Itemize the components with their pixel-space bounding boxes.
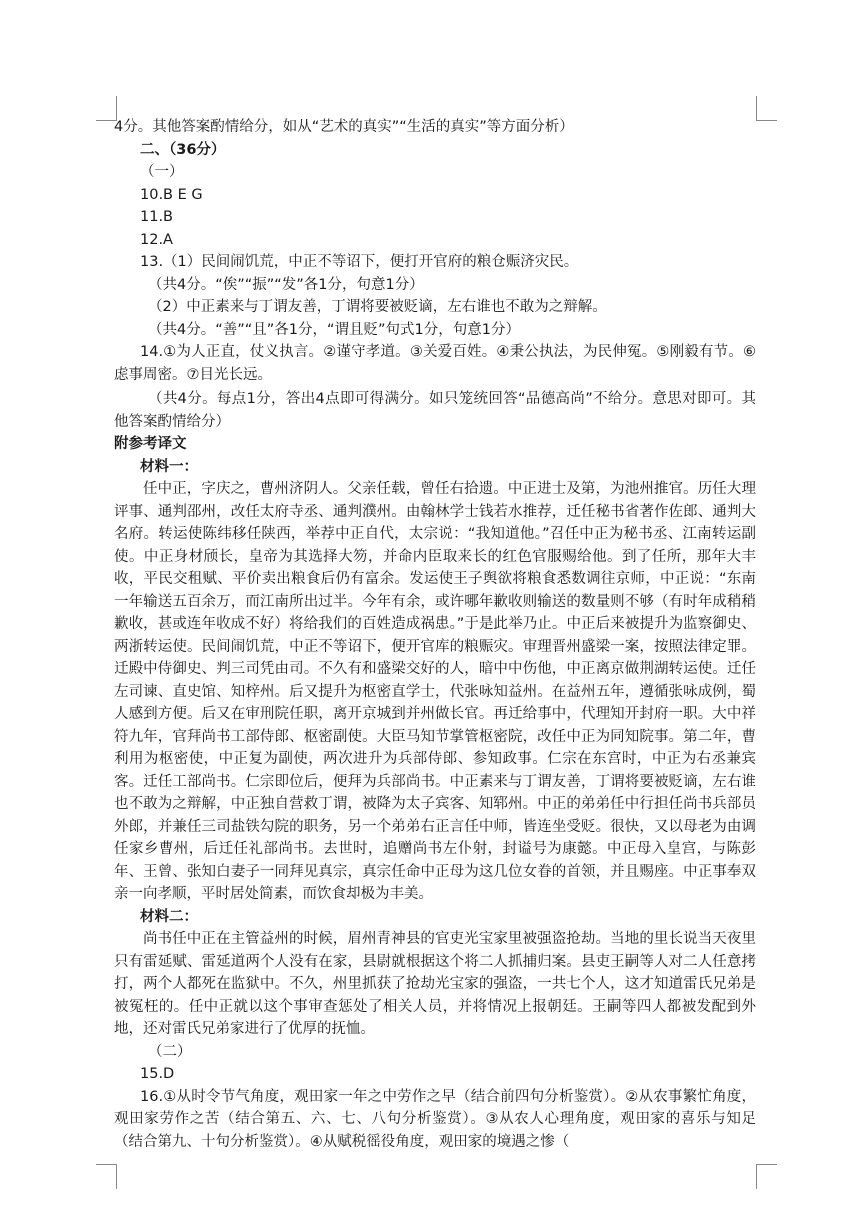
answer-15: 15.D bbox=[140, 1066, 175, 1082]
section-two-heading: 二、（36分） bbox=[140, 141, 226, 158]
subsection-two-heading: （二） bbox=[148, 1043, 192, 1060]
answer-16: 16.①从时令节气角度，观田家一年之中劳作之早（结合前四句分析鉴赏）。②从农事繁忙角度，观田家劳作之苦（结合第五、六、七、八句分析鉴赏）。③从农人心理角度，观田家的喜乐与知足（结合第九、十句分析鉴赏）。④从赋税徭役角度，观田家的境遇之惨（ bbox=[114, 1088, 756, 1150]
answer-10: 10.B E G bbox=[140, 186, 203, 203]
crop-mark-top-right bbox=[756, 96, 777, 121]
answer-14: 14.①为人正直，仗义执言。②谨守孝道。③关爱百姓。④秉公执法，为民伸冤。⑤刚毅有节。⑥虑事周密。⑦目光长远。 bbox=[114, 344, 756, 383]
material-one-heading: 材料一： bbox=[140, 458, 198, 475]
answer-11: 11.B bbox=[140, 209, 174, 225]
material-two-heading: 材料二： bbox=[140, 908, 198, 925]
answer-13-part2: （2）中正素来与丁谓友善，丁谓将要被贬谪，左右谁也不敢为之辩解。 bbox=[148, 299, 607, 315]
answer-key-content bbox=[114, 116, 756, 1153]
crop-mark-bottom-left bbox=[96, 1164, 117, 1189]
answer-14-scoring: （共4分。每点1分，答出4点即可得满分。如只笼统回答“品德高尚”不给分。意思对即可。其他答案酌情给分） bbox=[114, 391, 756, 430]
material-one-paragraph: 任中正，字庆之，曹州济阴人。父亲任载，曾任右拾遗。中正进士及第，为池州推官。历任大理评事、通判邵州，改任太府寺丞、通判濮州。由翰林学士钱若水推荐，迁任秘书省著作佐郎、通判大名府。转运使陈纬移任陕西，举荐中正自代，太宗说：“我知道他。”召任中正为秘书丞、江南转运副使。中正身材颀长，皇帝为其选择大笏，并命内臣取来长的红色官服赐给他。到了任所，那年大丰收，平民交租赋、平价卖出粮食后仍有富余。发运使王子舆欲将粮食悉数调往京师，中正说：“东南一年输送五百余万，而江南所出过半。今年有余，或许哪年歉收则输送的数量则不够（有时年成稍稍歉收，甚或连年收成不好）将给我们的百姓造成祸患。”于是此举乃止。中正后来被提升为监察御史、两浙转运使。民间闹饥荒，中正不等诏下，便开官库的粮赈灾。审理晋州盛梁一案，按照法律定罪。迁殿中侍御史、判三司凭由司。不久有和盛梁交好的人，暗中中伤他，中正离京做荆湖转运使。迁任左司谏、直史馆、知梓州。后又提升为枢密直学士，代张咏知益州。在益州五年，遵循张咏成例，蜀人感到方便。后又在审刑院任职，离开京城到并州做长官。再迁给事中，代理知开封府一职。大中祥符九年，官拜尚书工部侍郎、枢密副使。大臣马知节掌管枢密院，改任中正为同知院事。第二年，曹利用为枢密使，中正复为副使，两次进升为兵部侍郎、参知政事。仁宗在东宫时，中正为右丞兼宾客。迁任工部尚书。仁宗即位后，便拜为兵部尚书。中正素来与丁谓友善，丁谓将要被贬谪，左右谁也不敢为之辩解，中正独自营救丁谓，被降为太子宾客、知郓州。中正的弟弟任中行担任尚书兵部员外郎，并兼任三司盐铁勾院的职务，另一个弟弟右正言任中师，皆连坐受贬。很快，又以母老为由调任家乡曹州，后迁任礼部尚书。去世时，追赠尚书左仆射，封谥号为康懿。中正母入皇宫，与陈彭年、王曾、张知白妻子一同拜见真宗，真宗任命中正母为这几位女眷的首领，并且赐座。中正事奉双亲一向孝顺，平时居处简素，而饮食却极为丰美。 bbox=[114, 481, 756, 902]
answer-13-part1: 13.（1）民间闹饥荒，中正不等诏下，便打开官府的粮仓赈济灾民。 bbox=[140, 254, 579, 270]
material-two-paragraph: 尚书任中正在主管益州的时候，眉州青神县的官吏光宝家里被强盗抢劫。当地的里长说当天夜里只有雷延赋、雷延道两个人没有在家，县尉就根据这个将二人抓捕归案。县吏王嗣等人对二人任意拷打，两个人都死在监狱中。不久，州里抓获了抢劫光宝家的强盗，一共七个人，这才知道雷氏兄弟是被冤枉的。任中正就以这个事审查惩处了相关人员，并将情况上报朝廷。王嗣等四人都被发配到外地，还对雷氏兄弟家进行了优厚的抚恤。 bbox=[114, 931, 756, 1037]
subsection-one-heading: （一） bbox=[140, 164, 184, 180]
answer-12: 12.A bbox=[140, 231, 173, 248]
answer-13-part1-scoring: （共4分。“俟”“振”“发”各1分，句意1分） bbox=[148, 276, 424, 293]
reference-translation-heading: 附参考译文 bbox=[114, 436, 187, 452]
crop-mark-bottom-right bbox=[756, 1164, 777, 1189]
answer-13-part2-scoring: （共4分。“善”“且”各1分，“谓且贬”句式1分，句意1分） bbox=[148, 321, 520, 338]
line-continuation: 4分。其他答案酌情给分，如从“艺术的真实”“生活的真实”等方面分析） bbox=[114, 119, 574, 135]
